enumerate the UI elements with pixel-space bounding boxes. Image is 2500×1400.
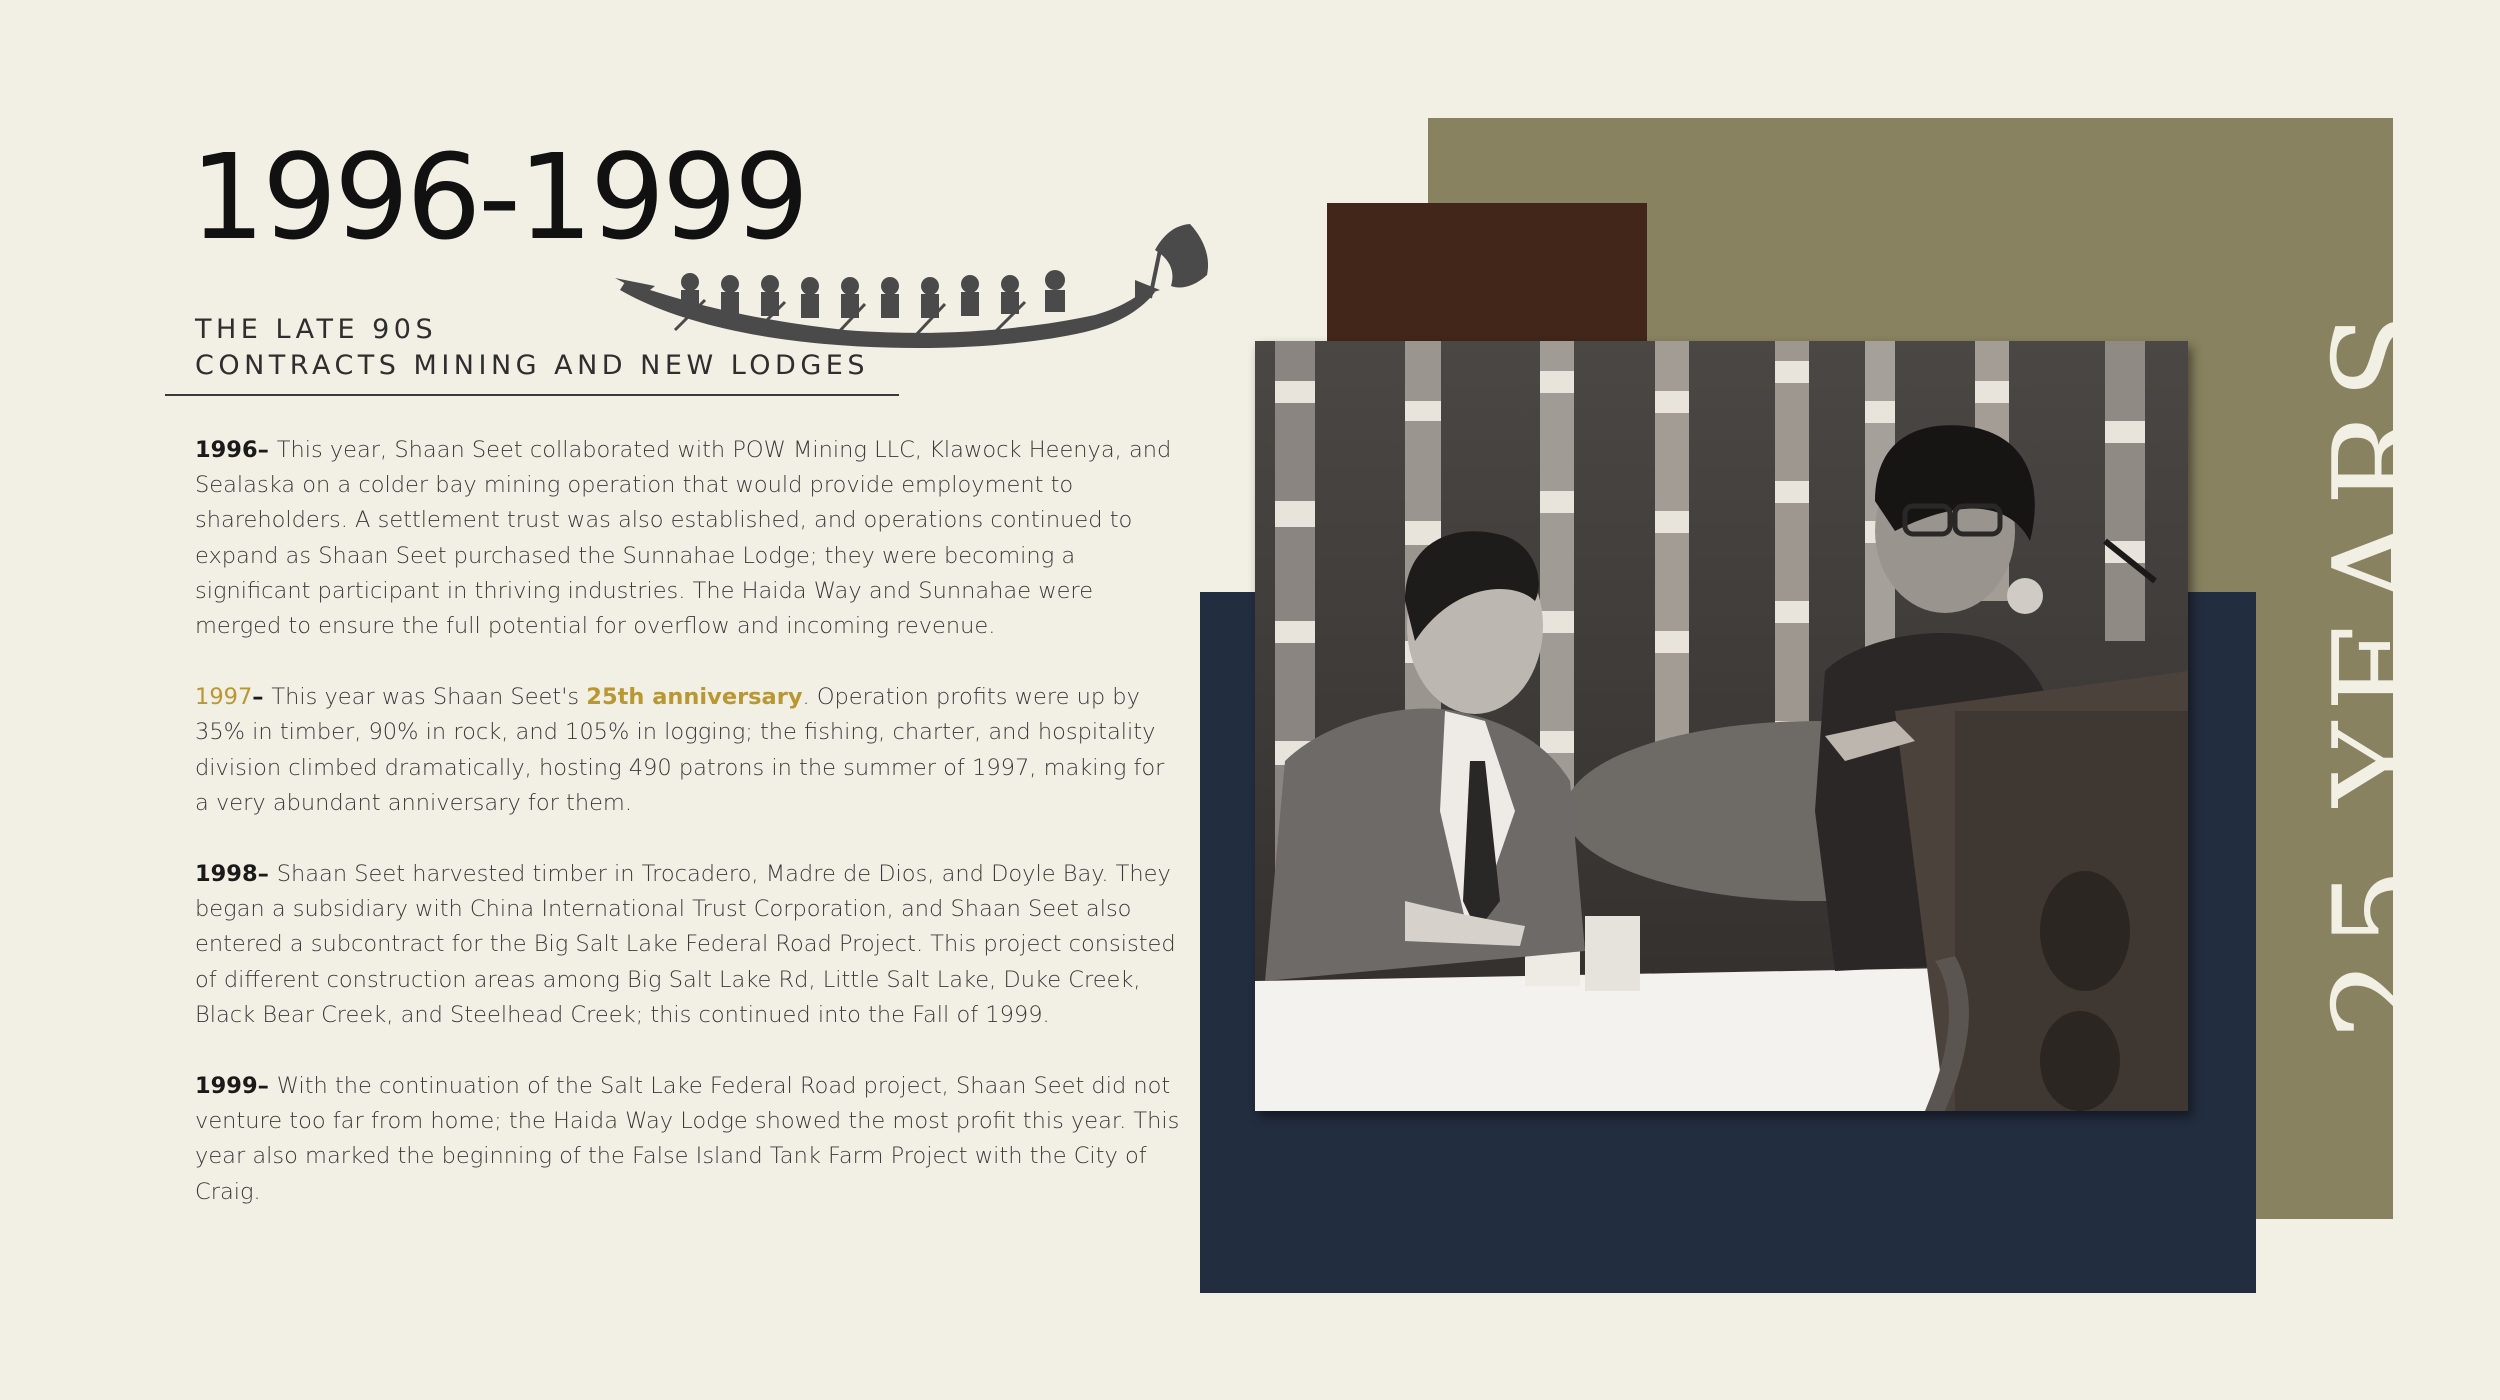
paragraph-text-1998: Shaan Seet harvested timber in Trocadero, Madre de Dios, and Doyle Bay. They began a subsidiary with China International Trust Corporation, and Shaan Seet also entered a subcontract for the Big Salt Lake Federal Road Project. This project consisted of different construction areas among Big Salt Lake Rd, Little Salt Lake, Duke Creek, Black Bear Creek, and Steelhead Creek; this continued into the Fall of 1999. (195, 861, 1176, 1028)
year-dash: – (257, 861, 277, 888)
year-label-1996: 1996 (195, 437, 258, 463)
timeline-body (195, 433, 1185, 1246)
year-dash: – (252, 684, 272, 711)
anniversary-highlight: 25th anniversary (586, 684, 803, 711)
subtitle-line-1: THE LATE 90S (195, 314, 438, 345)
paragraph-1998 (195, 857, 1185, 1033)
paragraph-text-1997-after: . Operation profits were up by 35% in timber, 90% in rock, and 105% in logging; the fishing, charter, and hospitality division climbed dramatically, hosting 490 patrons in the summer of 1997, making for a very abundant anniversary for them. (195, 684, 1165, 816)
paragraph-text-1999: With the continuation of the Salt Lake Federal Road project, Shaan Seet did not venture too far from home; the Haida Way Lodge showed the most profit this year. This year also marked the beginning of the False Island Tank Farm Project with the City of Craig. (195, 1073, 1180, 1205)
year-dash: – (257, 437, 277, 463)
year-dash: – (257, 1073, 277, 1100)
photo-illustration (1255, 341, 2188, 1111)
vertical-years-text: 25 YEARS. (2307, 255, 2456, 1040)
page-title: 1996-1999 (190, 128, 807, 266)
year-label-1998: 1998 (195, 861, 258, 888)
paragraph-text-1996: This year, Shaan Seet collaborated with POW Mining LLC, Klawock Heenya, and Sealaska on a colder bay mining operation that would provide employment to shareholders. A settlement trust was also established, and operations continued to expand as Shaan Seet purchased the Sunnahae Lodge; they were becoming a significant participant in thriving industries. The Haida Way and Sunnahae were merged to ensure the full potential for overflow and incoming revenue. (195, 437, 1172, 640)
paragraph-text-1997-before: This year was Shaan Seet's (271, 684, 580, 711)
archival-photo (1255, 341, 2188, 1111)
header-divider (165, 394, 899, 396)
brown-accent-block (1327, 203, 1647, 343)
paragraph-1999 (195, 1069, 1185, 1210)
paragraph-1997 (195, 680, 1185, 821)
year-label-1999: 1999 (195, 1073, 258, 1100)
subtitle (195, 312, 869, 384)
subtitle-line-2: CONTRACTS MINING AND NEW LODGES (195, 350, 869, 381)
paragraph-1996 (195, 433, 1185, 644)
year-label-1997: 1997 (195, 684, 253, 711)
